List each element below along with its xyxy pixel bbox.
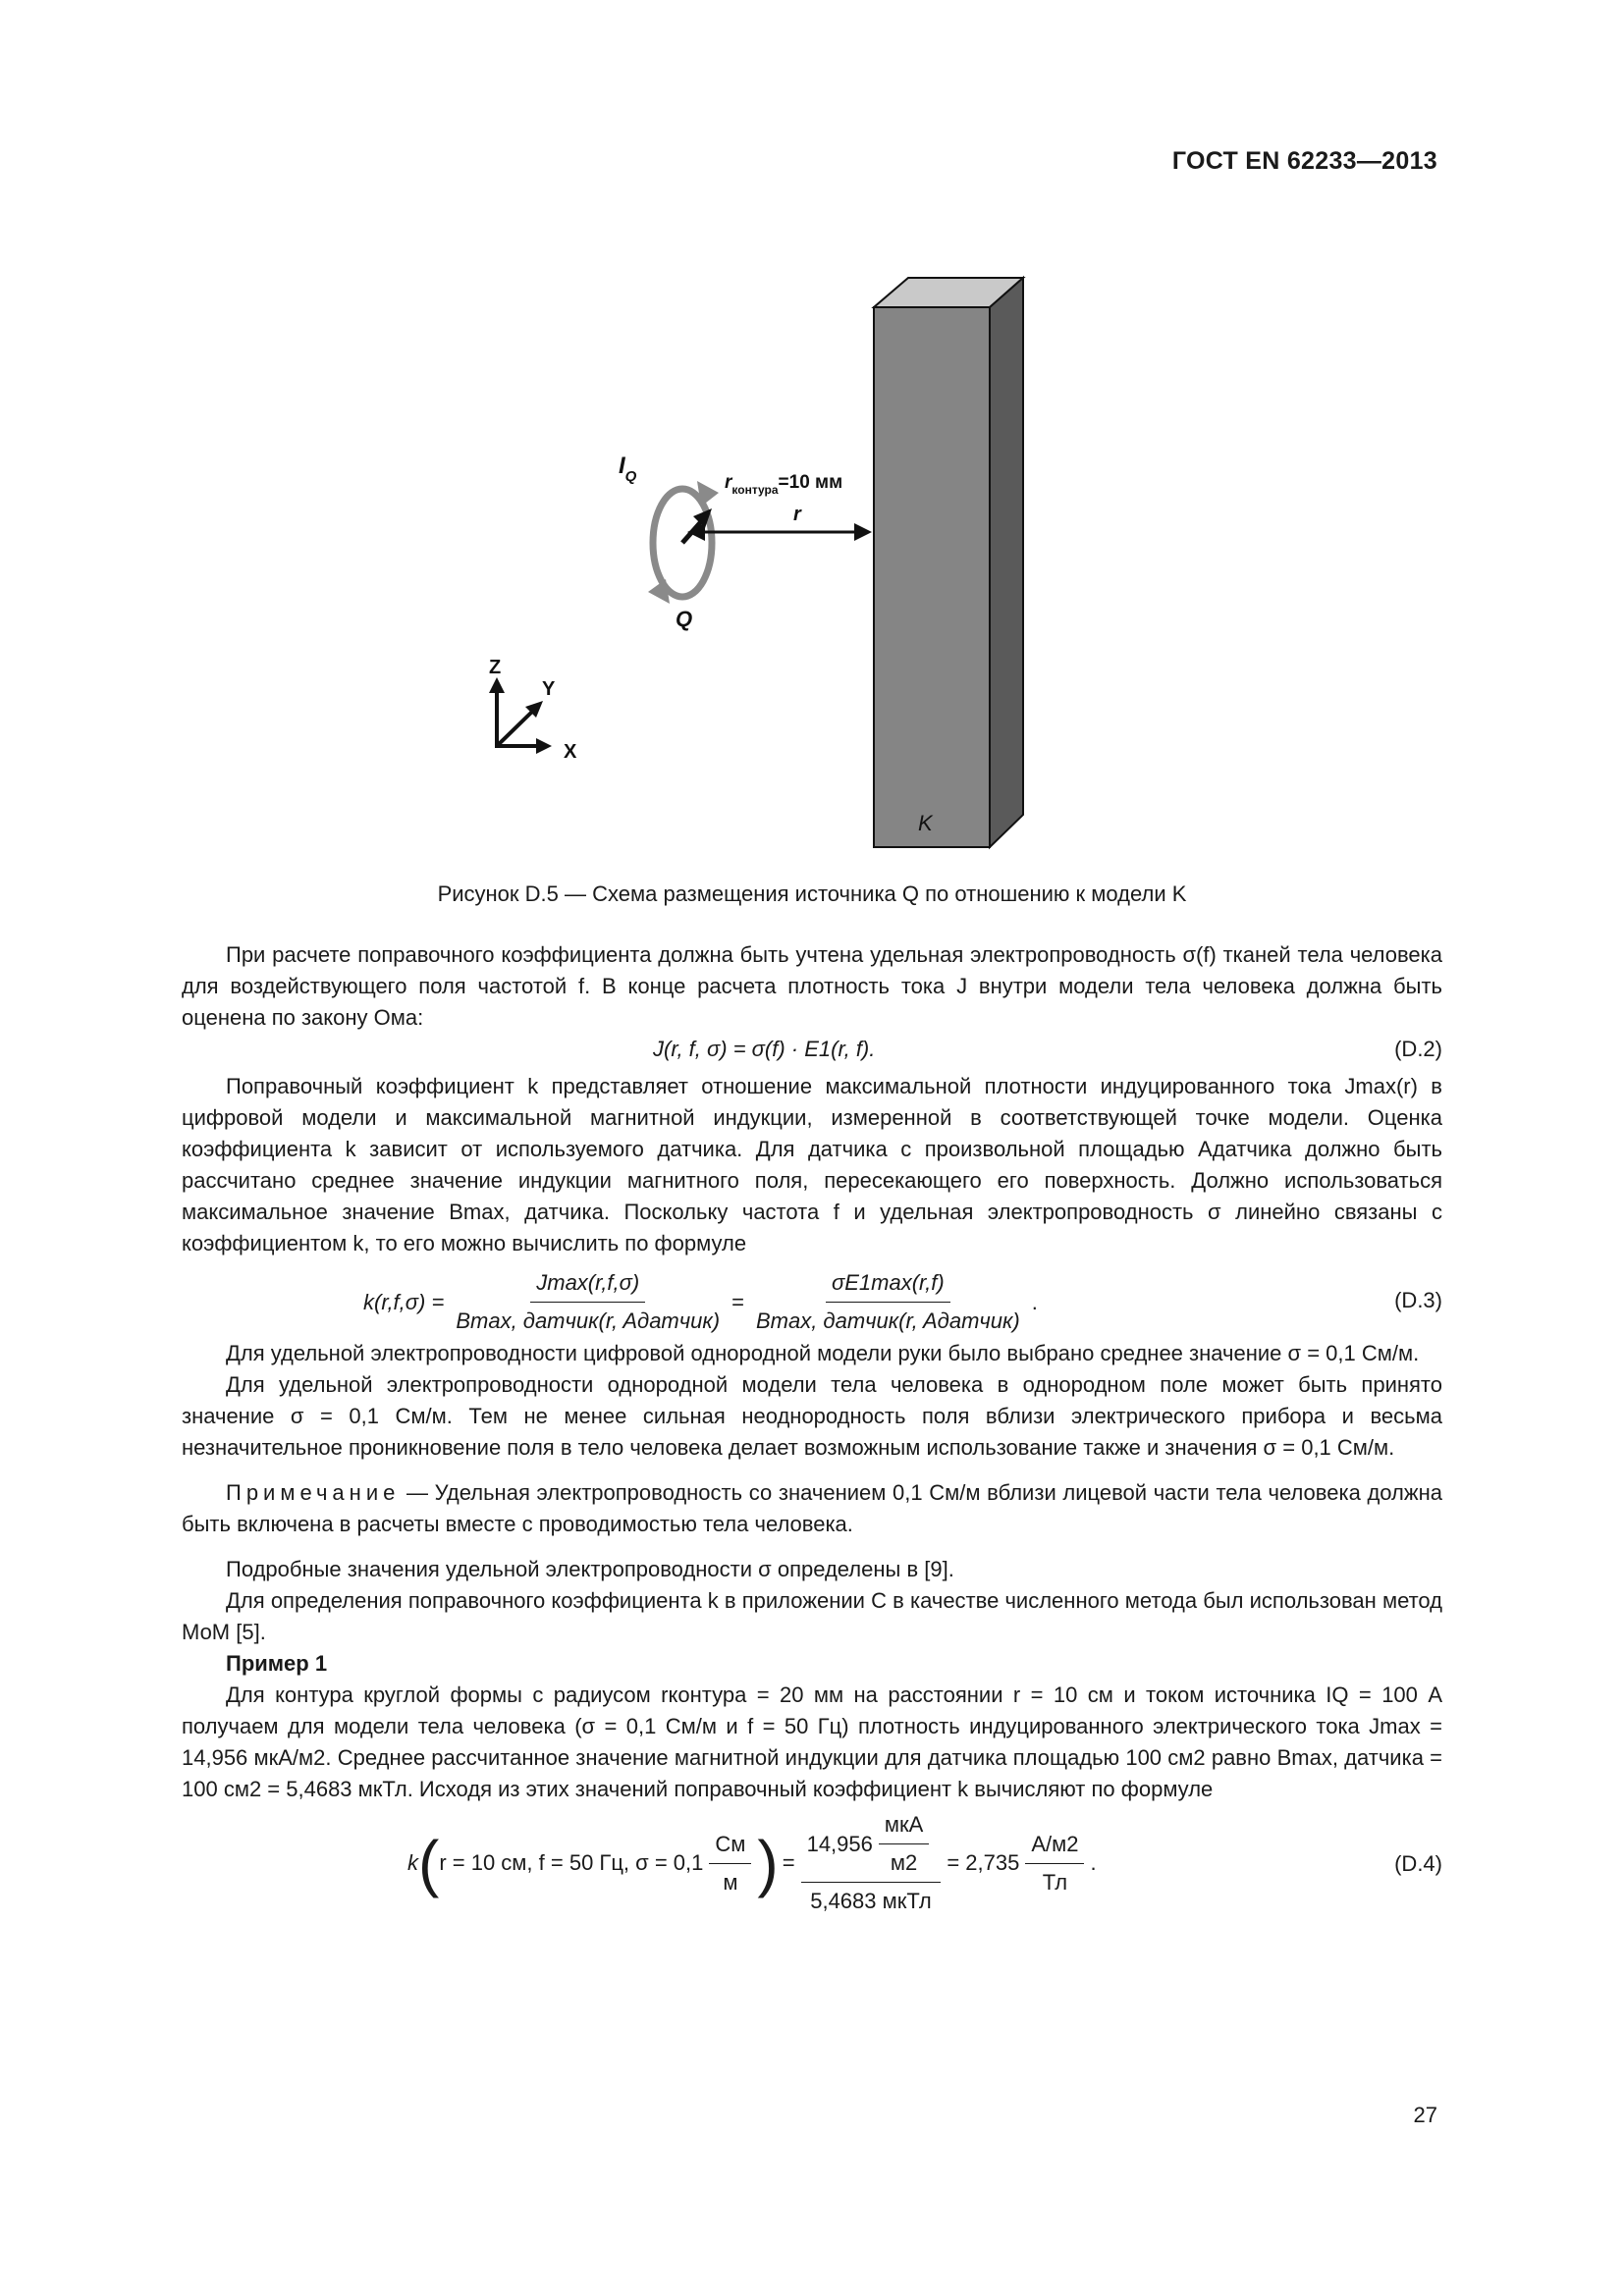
note (182, 1477, 1442, 1540)
model-label: K (918, 811, 933, 835)
axis-x-arrowhead (536, 738, 552, 754)
equation-d4-fraction (801, 1809, 942, 1917)
equation-d4-result: = 2,735 (947, 1850, 1020, 1875)
body-text (182, 939, 1442, 1911)
model-front-face (874, 307, 990, 847)
current-label: $I_Q$ (619, 453, 637, 485)
equation-d2 (182, 1034, 1442, 1071)
paragraph-correction-factor: Поправочный коэффициент k представляет отношение максимальной плотности индуцированного тока Jmax(r) в цифровой модели и максимальной магнитной индукции, измеренной в соответствующей точке модели. Оценка коэффициента k зависит от используемого датчика. Для датчика с произвольной площадью Aдатчика должно быть рассчитано среднее значение индукции магнитного поля, пересекающего его поверхность. Должно использоваться максимальное значение Bmax, датчика. Поскольку частота f и удельная электропроводность σ линейно связаны с коэффициентом k, то его можно вычислить по формуле (182, 1074, 1442, 1255)
paragraph-method: Для определения поправочного коэффициента k в приложении С в качестве численного метода был использован метод МоМ [5]. (182, 1588, 1442, 1644)
distance-label: r (793, 504, 801, 525)
fraction-1-numerator: Jmax(r,f,σ) (530, 1267, 645, 1303)
equation-d3 (182, 1263, 1442, 1334)
standard-header: ГОСТ EN 62233—2013 (1171, 147, 1437, 175)
paragraph-hand-model: Для удельной электропроводности цифровой однородной модели руки было выбрано среднее значение σ = 0,1 См/м. (226, 1341, 1420, 1365)
equation-d4-close-paren: ) (757, 1828, 779, 1898)
unit-denominator: м (723, 1869, 738, 1895)
radius-label: $r_{контура}=10$ мм (725, 472, 843, 497)
numerator-unit-bottom: м2 (890, 1850, 918, 1875)
fraction-2-denominator: Bmax, датчик(r, Aдатчик) (755, 1308, 1020, 1333)
numerator-unit (879, 1809, 929, 1879)
result-unit-denominator: Тл (1042, 1869, 1068, 1895)
unit-numerator: См (709, 1829, 751, 1864)
figure-diagram (412, 216, 1198, 864)
distance-arrowhead-right (854, 523, 872, 541)
paragraph-conductivity: При расчете поправочного коэффициента должна быть учтена удельная электропроводность σ(f) тканей тела человека для воздействующего поля частотой f. В конце расчета плотность тока J внутри модели тела человека должна быть оценена по закону Ома: (182, 942, 1442, 1030)
equation-d3-fraction-2 (750, 1267, 1026, 1337)
equation-d2-number: (D.2) (1394, 1037, 1442, 1061)
equation-d4-result-unit (1025, 1829, 1084, 1898)
fraction-2-numerator: σE1max(r,f) (826, 1267, 950, 1303)
equation-d3-lhs: k(r,f,σ) = (363, 1289, 445, 1314)
equation-d4-lhs: k (407, 1850, 418, 1875)
numerator-value: 14,956 (806, 1831, 873, 1856)
fraction-numerator (801, 1809, 942, 1883)
numerator-unit-top: мкА (879, 1809, 929, 1844)
paragraph-body-model: Для удельной электропроводности однородной модели тела человека в однородном поле может быть принято значение σ = 0,1 См/м. Тем не менее сильная неоднородность поля вблизи электрического прибора и весьма незначительное проникновение поля в тело человека делает возможным использование также и значения σ = 0,1 См/м. (182, 1372, 1442, 1460)
axis-y-line (497, 709, 535, 746)
model-side-face (990, 278, 1023, 847)
equation-d4-open-paren: ( (418, 1828, 440, 1898)
paragraph-reference: Подробные значения удельной электропроводности σ определены в [9]. (226, 1557, 954, 1581)
page-number: 27 (1413, 2103, 1437, 2127)
equation-d4 (182, 1809, 1442, 1913)
equation-d4-end: . (1090, 1850, 1097, 1875)
axis-x-label: X (564, 741, 577, 763)
fraction-1-denominator: Bmax, датчик(r, Aдатчик) (456, 1308, 721, 1333)
axis-z-arrowhead (489, 677, 505, 693)
equation-d2-body: J(r, f, σ) = σ(f) · E1(r, f). (653, 1037, 876, 1061)
fraction-denominator: 5,4683 мкТл (810, 1889, 932, 1913)
equation-d4-number: (D.4) (1394, 1851, 1442, 1876)
source-label: Q (676, 607, 693, 631)
axis-z-label: Z (489, 657, 502, 678)
equation-d3-end: . (1031, 1289, 1038, 1314)
equation-d3-number: (D.3) (1394, 1288, 1442, 1312)
note-text: — Удельная электропроводность со значением 0,1 См/м вблизи лицевой части тела человека должна быть включена в расчеты вместе с проводимостью тела человека. (182, 1480, 1442, 1536)
note-label: Примечание (226, 1480, 401, 1505)
figure-caption: Рисунок D.5 — Схема размещения источника Q по отношению к модели K (437, 881, 1187, 906)
equation-d3-equals: = (731, 1289, 744, 1314)
equation-d4-args: r = 10 см, f = 50 Гц, σ = 0,1 (439, 1850, 704, 1875)
axis-y-label: Y (542, 678, 556, 700)
example-heading: Пример 1 (226, 1651, 328, 1676)
result-unit-numerator: А/м2 (1025, 1829, 1084, 1864)
equation-d4-equals: = (782, 1850, 795, 1875)
paragraph-example: Для контура круглой формы с радиусом rконтура = 20 мм на расстоянии r = 10 см и током источника IQ = 100 А получаем для модели тела человека (σ = 0,1 См/м и f = 50 Гц) плотность индуцированного электрического тока Jmax = 14,956 мкА/м2. Среднее рассчитанное значение магнитной индукции для датчика площадью 100 см2 равно Bmax, датчика = 100 см2 = 5,4683 мкТл. Исходя из этих значений поправочный коэффициент k вычисляют по формуле (182, 1682, 1442, 1801)
equation-d4-unit (709, 1829, 751, 1898)
figure-d5 (412, 216, 1198, 864)
equation-d3-fraction-1 (450, 1267, 726, 1337)
